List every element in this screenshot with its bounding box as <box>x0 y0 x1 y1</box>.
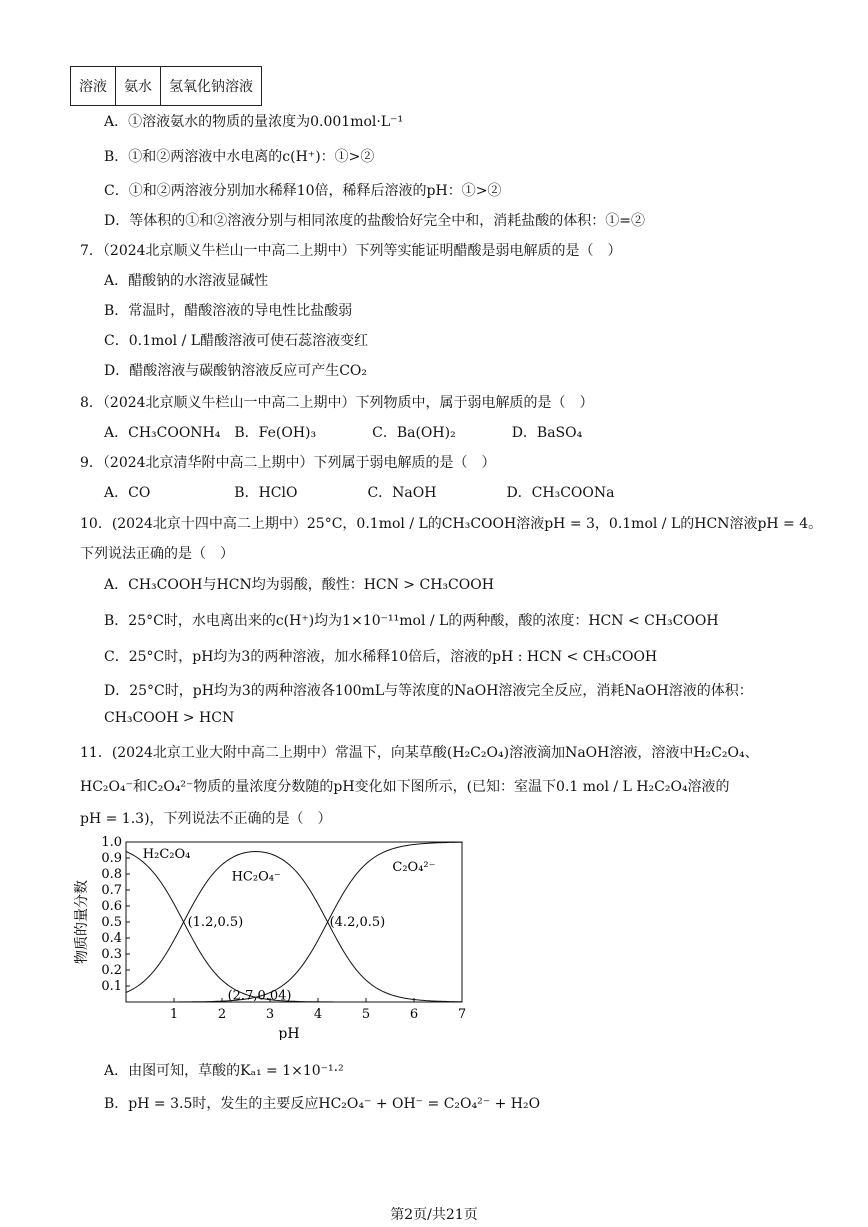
speciation-chart <box>74 830 474 1040</box>
text-line: A．醋酸钠的水溶液显碱性 <box>104 273 269 289</box>
text-line: CH₃COOH > HCN <box>104 710 235 726</box>
table-cell: 溶液 <box>71 67 116 106</box>
x-tick-label: 7 <box>457 1007 467 1022</box>
text-line: A．CH₃COOH与HCN均为弱酸，酸性：HCN > CH₃COOH <box>104 577 494 593</box>
point-annotation: (2.7,0.04) <box>227 988 292 1004</box>
text-line: 下列说法正确的是（ ） <box>80 546 234 562</box>
text-line: 8．（2024北京顺义牛栏山一中高二上期中）下列物质中，属于弱电解质的是（ ） <box>80 395 594 411</box>
text-line: A．CH₃COONH₄ B．Fe(OH)₃ C．Ba(OH)₂ D．BaSO₄ <box>104 425 583 441</box>
x-tick-label: 3 <box>265 1007 275 1022</box>
y-tick-label: 0.6 <box>101 899 122 914</box>
legend-label: C₂O₄²⁻ <box>392 859 436 875</box>
x-tick-label: 4 <box>313 1007 323 1022</box>
text-line: 10．(2024北京十四中高二上期中）25°C，0.1mol / L的CH₃COOH溶液pH = 3，0.1mol / L的HCN溶液pH = 4。 <box>80 516 823 532</box>
text-line: pH = 1.3)，下列说法不正确的是（ ） <box>80 811 332 827</box>
text-line: B．25°C时，水电离出来的c(H⁺)均为1×10⁻¹¹mol / L的两种酸，酸的浓度：HCN < CH₃COOH <box>104 613 719 629</box>
text-line: A．①溶液氨水的物质的量浓度为0.001mol·L⁻¹ <box>104 114 404 130</box>
y-tick-label: 0.5 <box>101 915 122 930</box>
text-line: A．由图可知，草酸的Kₐ₁ = 1×10⁻¹·² <box>104 1063 344 1079</box>
solution-table <box>70 66 262 106</box>
table-cell: 氢氧化钠溶液 <box>161 67 262 106</box>
y-tick-label: 0.1 <box>101 979 122 994</box>
y-tick-label: 0.2 <box>101 963 122 978</box>
x-tick-label: 6 <box>409 1007 419 1022</box>
text-line: 9．（2024北京清华附中高二上期中）下列属于弱电解质的是（ ） <box>80 455 496 471</box>
x-axis-label: pH <box>278 1026 300 1040</box>
text-line: B．pH = 3.5时，发生的主要反应HC₂O₄⁻ + OH⁻ = C₂O₄²⁻ + H₂O <box>104 1096 541 1112</box>
text-line: 7．（2024北京顺义牛栏山一中高二上期中）下列等实能证明醋酸是弱电解质的是（ ） <box>80 243 622 259</box>
y-axis-label: 物质的量分数 <box>74 880 90 964</box>
y-tick-label: 0.4 <box>101 931 122 946</box>
text-line: C．0.1mol / L醋酸溶液可使石蕊溶液变红 <box>104 333 369 349</box>
y-tick-label: 0.9 <box>101 851 122 866</box>
text-line: C．25°C时，pH均为3的两种溶液，加水稀释10倍后，溶液的pH : HCN < CH₃COOH <box>104 649 658 665</box>
text-line: A．CO B．HClO C．NaOH D．CH₃COONa <box>104 485 615 501</box>
text-line: 11．(2024北京工业大附中高二上期中）常温下，向某草酸(H₂C₂O₄)溶液滴加NaOH溶液，溶液中H₂C₂O₄、 <box>80 745 759 761</box>
legend-label: HC₂O₄⁻ <box>231 869 281 885</box>
table-cell: 氨水 <box>116 67 161 106</box>
legend-label: H₂C₂O₄ <box>142 847 191 862</box>
text-line: B．常温时，醋酸溶液的导电性比盐酸弱 <box>104 303 353 319</box>
text-line: C．①和②两溶液分别加水稀释10倍，稀释后溶液的pH：①>② <box>104 183 502 199</box>
text-line: D．等体积的①和②溶液分别与相同浓度的盐酸恰好完全中和，消耗盐酸的体积：①=② <box>104 213 645 229</box>
y-tick-label: 0.8 <box>101 867 122 882</box>
y-tick-label: 1.0 <box>101 835 122 850</box>
x-tick-label: 5 <box>361 1007 371 1022</box>
x-tick-label: 2 <box>217 1007 227 1022</box>
text-line: HC₂O₄⁻和C₂O₄²⁻物质的量浓度分数随的pH变化如下图所示，(已知：室温下0.1 mol / L H₂C₂O₄溶液的 <box>80 779 730 795</box>
point-annotation: (1.2,0.5) <box>187 915 244 930</box>
x-tick-label: 1 <box>169 1007 179 1022</box>
y-tick-label: 0.7 <box>101 883 122 898</box>
text-line: B．①和②两溶液中水电离的c(H⁺)：①>② <box>104 149 375 165</box>
page-footer: 第2页/共21页 <box>390 1207 478 1223</box>
text-line: D．醋酸溶液与碳酸钠溶液反应可产生CO₂ <box>104 363 368 379</box>
text-line: D．25°C时，pH均为3的两种溶液各100mL与等浓度的NaOH溶液完全反应，消耗NaOH溶液的体积： <box>104 683 753 699</box>
point-annotation: (4.2,0.5) <box>329 915 386 930</box>
y-tick-label: 0.3 <box>101 947 122 962</box>
